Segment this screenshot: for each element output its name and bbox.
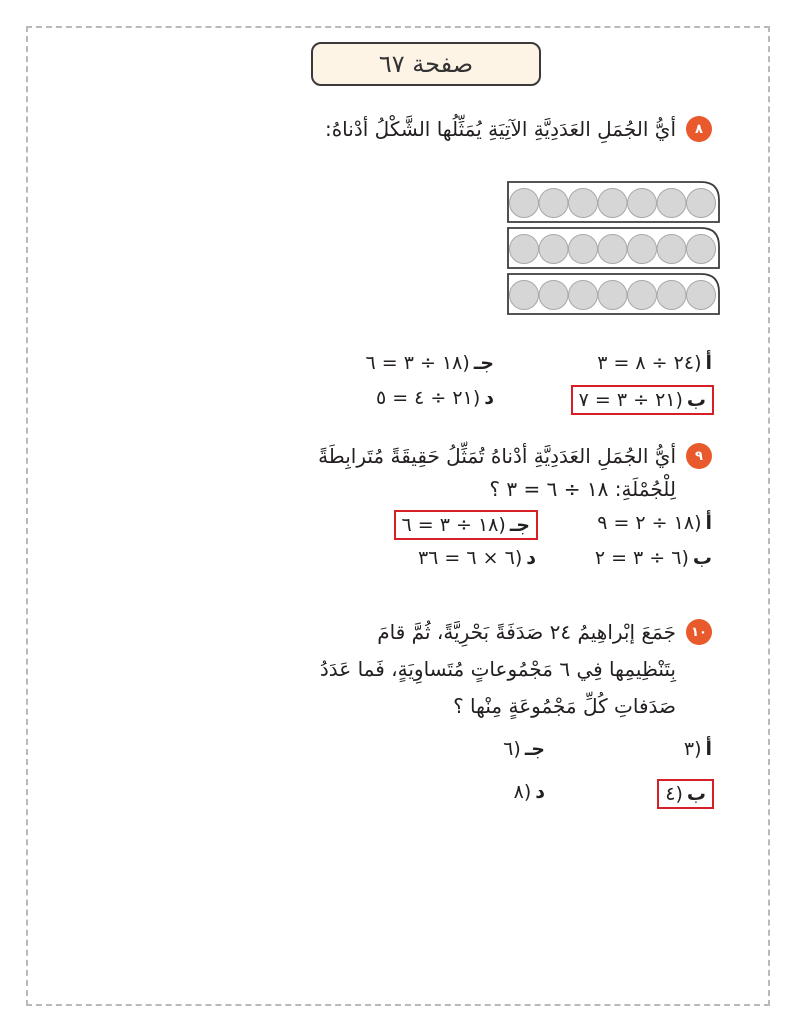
counter-circle — [539, 235, 568, 264]
counters-figure — [507, 181, 721, 315]
option-letter: أ — [705, 352, 712, 374]
option-text: ١٨ ÷ ٣ = ٦ — [365, 352, 463, 374]
option-text: ٨ — [513, 781, 524, 803]
question-number-badge: ١٠ — [686, 619, 712, 645]
counter-circle — [598, 281, 627, 310]
option-letter: د — [484, 387, 494, 409]
option-letter: أ — [705, 512, 712, 534]
counter-circle — [539, 189, 568, 218]
page-header — [311, 42, 541, 86]
option-letter: ب — [686, 389, 706, 411]
q10-option-a[interactable]: أ ( ٣ — [683, 738, 712, 760]
option-text: ٢٤ ÷ ٨ = ٣ — [597, 352, 695, 374]
option-text: ٦ — [503, 738, 514, 760]
q9-option-a[interactable]: أ ( ١٨ ÷ ٢ = ٩ — [597, 512, 712, 534]
option-letter: ب — [692, 547, 712, 569]
option-letter: جـ — [509, 514, 530, 536]
counter-circle — [539, 281, 568, 310]
option-letter: أ — [705, 738, 712, 760]
q8-option-c[interactable]: جـ ( ١٨ ÷ ٣ = ٦ — [365, 352, 494, 374]
question-number-badge: ٩ — [686, 443, 712, 469]
counter-circle — [628, 189, 657, 218]
option-text: ٣ — [683, 738, 695, 760]
question-prompt-line: لِلْجُمْلَةِ: ١٨ ÷ ٦ = ٣ ؟ — [489, 477, 676, 501]
q10-option-b-correct[interactable]: ب ( ٤ — [657, 779, 714, 809]
q10-option-c[interactable]: جـ ( ٦ — [503, 738, 545, 760]
option-text: ١٨ ÷ ٣ = ٦ — [401, 514, 499, 536]
counter-circle — [628, 281, 657, 310]
question-prompt: جَمَعَ إبْراهِيمُ ٢٤ صَدَفَةً بَحْرِيَّةً، ثُمَّ قامَ — [377, 620, 676, 644]
option-text: ٢١ ÷ ٣ = ٧ — [578, 389, 676, 411]
page-label: صفحة ٦٧ — [378, 50, 474, 78]
question-number-badge: ٨ — [686, 116, 712, 142]
option-letter: د — [535, 781, 545, 803]
q8-option-d[interactable]: د ( ٢١ ÷ ٤ = ٥ — [375, 387, 494, 409]
counter-circle — [569, 235, 598, 264]
counter-circle — [598, 189, 627, 218]
option-text: ٤ — [665, 783, 676, 805]
question-9 — [318, 440, 712, 472]
q10-option-d[interactable]: د ( ٨ — [513, 781, 545, 803]
counter-circle — [657, 235, 686, 264]
option-text: ٦ × ٦ = ٣٦ — [417, 547, 515, 569]
option-text: ٦ ÷ ٣ = ٢ — [594, 547, 682, 569]
option-text: ٢١ ÷ ٤ = ٥ — [375, 387, 473, 409]
q9-option-c-correct[interactable]: جـ ( ١٨ ÷ ٣ = ٦ — [394, 510, 538, 540]
question-8 — [325, 113, 712, 145]
counter-circle — [687, 235, 716, 264]
question-10 — [377, 616, 712, 648]
option-text: ١٨ ÷ ٢ = ٩ — [597, 512, 695, 534]
option-letter: د — [526, 547, 536, 569]
q9-option-d[interactable]: د ( ٦ × ٦ = ٣٦ — [417, 547, 536, 569]
counter-circle — [510, 189, 539, 218]
option-letter: جـ — [473, 352, 494, 374]
option-letter: جـ — [524, 738, 545, 760]
option-letter: ب — [686, 783, 706, 805]
counter-circle — [569, 189, 598, 218]
counter-circle — [510, 235, 539, 264]
counter-circle — [598, 235, 627, 264]
question-prompt: أيُّ الجُمَلِ العَدَدِيَّةِ الآتِيَةِ يُمَثِّلُها الشَّكْلُ أدْناهُ: — [324, 117, 676, 141]
counter-circle — [657, 189, 686, 218]
counter-circle — [657, 281, 686, 310]
counter-circle — [687, 281, 716, 310]
counter-circle — [628, 235, 657, 264]
question-prompt: أيُّ الجُمَلِ العَدَدِيَّةِ أدْناهُ تُمَثِّلُ حَقِيقَةً مُتَرابِطَةً — [318, 444, 676, 468]
q8-option-b-correct[interactable]: ب ( ٢١ ÷ ٣ = ٧ — [571, 385, 714, 415]
q8-option-a[interactable]: أ ( ٢٤ ÷ ٨ = ٣ — [597, 352, 712, 374]
counter-circle — [687, 189, 716, 218]
counter-circle — [569, 281, 598, 310]
q9-option-b[interactable]: ب ( ٦ ÷ ٣ = ٢ — [594, 547, 712, 569]
question-prompt-line: صَدَفاتِ كُلِّ مَجْمُوعَةٍ مِنْها ؟ — [453, 694, 676, 718]
counter-circle — [510, 281, 539, 310]
question-prompt-line: بِتَنْظِيمِها فِي ٦ مَجْمُوعاتٍ مُتَساوِيَةٍ، فَما عَدَدُ — [319, 657, 676, 681]
